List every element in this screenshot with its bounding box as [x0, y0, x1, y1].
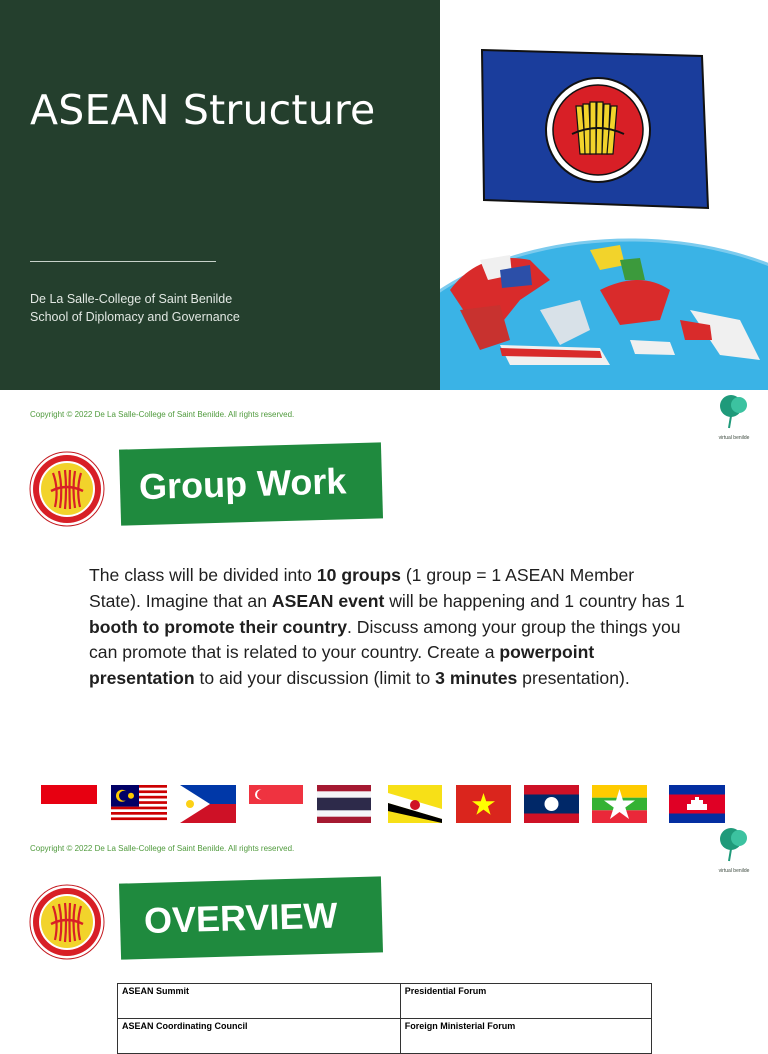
- paragraph-text: to aid your discussion (limit to: [194, 668, 436, 689]
- laos-flag-icon: [524, 785, 579, 823]
- vietnam-flag-icon: [456, 785, 511, 823]
- virtual-benilde-logo: [714, 823, 754, 874]
- paragraph-text: . Discuss among your group the things you can promote that is related to your country. Create a: [89, 616, 681, 663]
- logo-text: virtual benilde: [718, 435, 750, 441]
- paragraph-emphasis: powerpoint presentation: [89, 642, 595, 689]
- brunei-flag-icon: [388, 785, 442, 823]
- table-row: [118, 984, 652, 1019]
- subtitle-institution: De La Salle-College of Saint Benilde: [30, 292, 233, 306]
- title-divider: [30, 261, 216, 262]
- copyright-notice: Copyright © 2022 De La Salle-College of Saint Benilde. All rights reserved.: [30, 410, 295, 419]
- paragraph-text: (1 group = 1 ASEAN Member State). Imagine that an: [89, 565, 635, 611]
- table-cell: ASEAN Summit: [118, 984, 401, 1019]
- paragraph-text: presentation).: [517, 668, 630, 689]
- virtual-benilde-logo: [714, 390, 754, 441]
- table-cell: Presidential Forum: [400, 984, 651, 1019]
- title-slide-images: [440, 0, 768, 390]
- table-cell: Foreign Ministerial Forum: [400, 1019, 651, 1054]
- benilde-leaf-icon: [714, 823, 754, 863]
- asean-seal-icon: [29, 884, 105, 960]
- group-work-heading: Group Work: [119, 442, 383, 525]
- paragraph-emphasis: 3 minutes: [435, 668, 518, 689]
- slide-title: ASEAN Structure: [30, 86, 376, 134]
- asean-structure-table: [117, 983, 652, 1054]
- myanmar-flag-icon: [592, 785, 647, 823]
- table-cell: ASEAN Coordinating Council: [118, 1019, 401, 1054]
- malaysia-flag-icon: [111, 785, 167, 823]
- singapore-flag-icon: [249, 785, 303, 823]
- paragraph-emphasis: booth to promote their country: [89, 616, 348, 637]
- subtitle-school: School of Diplomacy and Governance: [30, 310, 240, 324]
- thailand-flag-icon: [317, 785, 371, 823]
- paragraph-text: The class will be divided into: [89, 565, 317, 585]
- overview-heading: OVERVIEW: [119, 876, 383, 959]
- indonesia-flag-icon: [41, 785, 97, 823]
- asean-flag-image: [476, 44, 712, 214]
- logo-text: virtual benilde: [718, 868, 750, 874]
- paragraph-emphasis: 10 groups: [316, 565, 401, 585]
- slide-subtitle: [30, 290, 240, 326]
- paragraph-text: will be happening and 1 country has 1: [384, 590, 685, 611]
- title-slide-panel: [0, 0, 440, 390]
- copyright-notice: Copyright © 2022 De La Salle-College of Saint Benilde. All rights reserved.: [30, 844, 295, 853]
- philippines-flag-icon: [180, 785, 236, 823]
- asean-seal-icon: [29, 451, 105, 527]
- cambodia-flag-icon: [669, 785, 725, 823]
- benilde-leaf-icon: [714, 390, 754, 430]
- paragraph-emphasis: ASEAN event: [271, 590, 385, 611]
- group-work-instructions: [89, 563, 689, 692]
- southeast-asia-globe-image: [440, 230, 768, 390]
